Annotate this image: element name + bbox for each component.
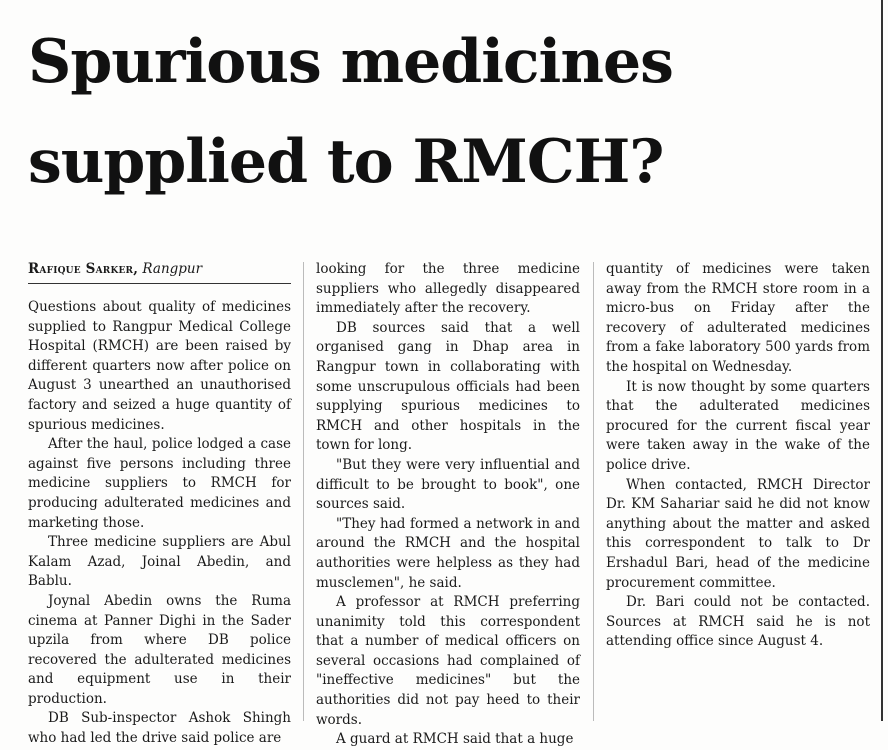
headline-line-2: supplied to RMCH? — [28, 127, 664, 197]
article-column-2 — [316, 260, 580, 748]
paragraph: DB Sub-inspector Ashok Shingh who had led the drive said police are — [28, 710, 291, 747]
byline-location: Rangpur — [142, 261, 203, 277]
paragraph: Three medicine suppliers are Abul Kalam Azad, Joinal Abedin, and Bablu. — [28, 534, 291, 590]
paragraph: Dr. Bari could not be contacted. Sources at RMCH said he is not attending office since August 4. — [606, 594, 870, 650]
page-edge-rule — [881, 0, 883, 721]
article-column-1 — [28, 260, 291, 747]
paragraph: Joynal Abedin owns the Ruma cinema at Panner Dighi in the Sader upzila from where DB police recovered the adulterated medicines and equipment use in their production. — [28, 592, 291, 707]
paragraph: After the haul, police lodged a case against five persons including three medicine suppliers to RMCH for producing adulterated medicines and marketing those. — [28, 436, 291, 531]
column-divider — [303, 262, 304, 721]
paragraph: Questions about quality of medicines supplied to Rangpur Medical College Hospital (RMCH) are been raised by different quarters now after police on August 3 unearthed an unauthorised factory and seized a huge quantity of spurious medicines. — [28, 299, 291, 433]
paragraph: looking for the three medicine suppliers who allegedly disappeared immediately after the recovery. — [316, 261, 580, 317]
paragraph: DB sources said that a well organised gang in Dhap area in Rangpur town in collaborating with some unscrupulous officials had been supplying spurious medicines to RMCH and other hospitals in the town for long. — [316, 319, 580, 454]
paragraph: It is now thought by some quarters that the adulterated medicines procured for the current fiscal year were taken away in the wake of the police drive. — [606, 378, 870, 473]
byline-author: Rafique Sarker, — [28, 261, 139, 277]
paragraph: When contacted, RMCH Director Dr. KM Sahariar said he did not know anything about the matter and asked this correspondent to talk to Dr Ershadul Bari, head of the medicine procurement committee. — [606, 476, 870, 591]
column-divider — [593, 262, 594, 721]
paragraph: A professor at RMCH preferring unanimity told this correspondent that a number of medical officers on several occasions had complained of "ineffective medicines" but the authorities did not pay heed to their words. — [316, 594, 580, 728]
paragraph: quantity of medicines were taken away from the RMCH store room in a micro-bus on Friday after the recovery of adulterated medicines from a fake laboratory 500 yards from the hospital on Wednesday. — [606, 261, 870, 375]
paragraph: A guard at RMCH said that a huge — [336, 731, 574, 748]
article-column-3 — [606, 260, 870, 721]
byline — [28, 260, 291, 284]
headline-line-1: Spurious medicines — [28, 27, 673, 97]
paragraph: "But they were very influential and difficult to be brought to book", one sources said. — [316, 456, 580, 513]
paragraph: "They had formed a network in and around the RMCH and the hospital authorities were helpless as they had musclemen", he said. — [316, 515, 580, 591]
